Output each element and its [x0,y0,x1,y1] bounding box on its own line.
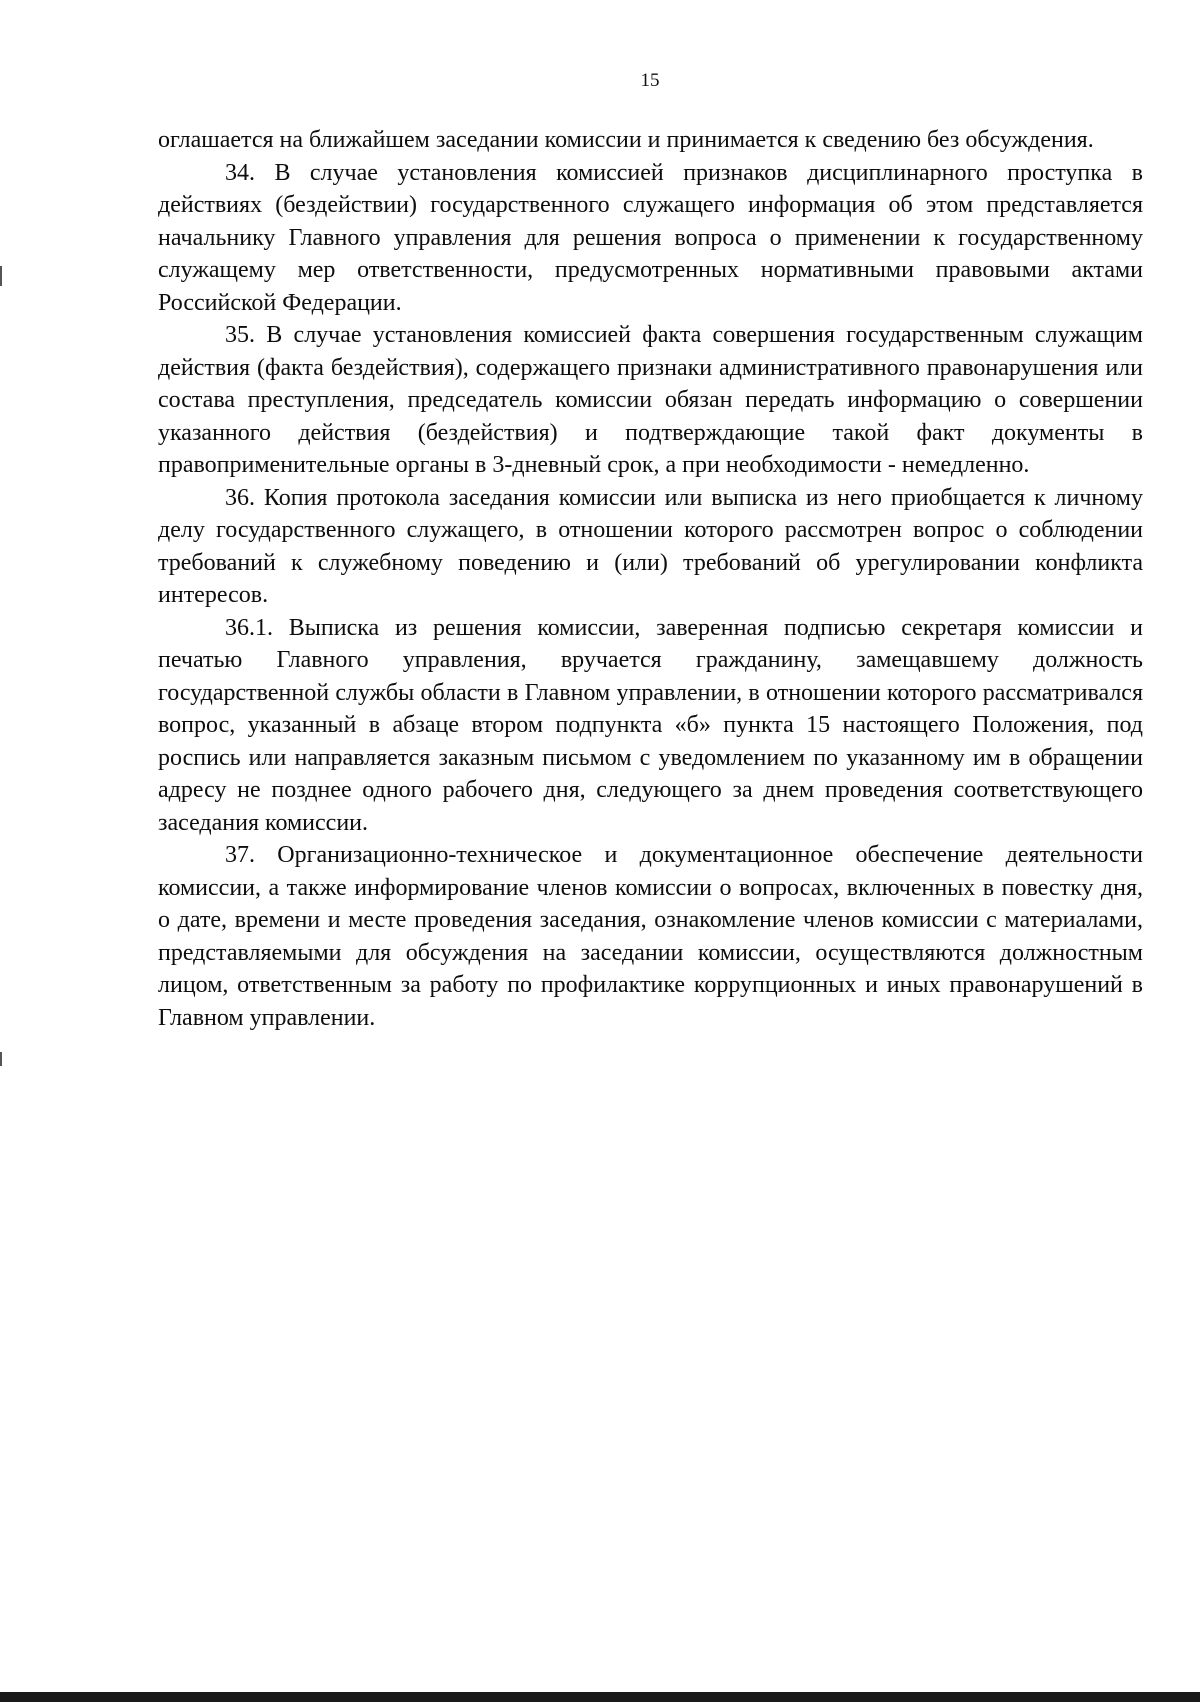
paragraph-37: 37. Организационно-техническое и документационное обеспечение деятельности комиссии, а также информирование членов комиссии о вопросах, включенных в повестку дня, о дате, времени и месте проведения заседания, ознакомление членов комиссии с материалами, представляемыми для обсуждения на заседании комиссии, осуществляются должностным лицом, ответственным за работу по профилактике коррупционных и иных правонарушений в Главном управлении. [158,842,1143,1031]
paragraph-35: 35. В случае установления комиссией факта совершения государственным служащим действия (факта бездействия), содержащего признаки административного правонарушения или состава преступления, председатель комиссии обязан передать информацию о совершении указанного действия (бездействия) и подтверждающие такой факт документы в правоприменительные органы в 3-дневный срок, а при необходимости - немедленно. [158,322,1143,478]
scan-bottom-edge [0,1692,1200,1702]
page-number: 15 [640,70,660,91]
scan-edge-mark [0,1052,2,1066]
paragraph-34: 34. В случае установления комиссией признаков дисциплинарного проступка в действиях (бездействии) государственного служащего информация об этом представляется начальнику Главного управления для решения вопроса о применении к государственному служащему мер ответственности, предусмотренных нормативными правовыми актами Российской Федерации. [158,159,1143,316]
scan-edge-mark [0,266,2,286]
document-body [158,124,1143,1034]
paragraph-continuation: оглашается на ближайшем заседании комиссии и принимается к сведению без обсуждения. [158,127,1094,153]
paragraph-36-1: 36.1. Выписка из решения комиссии, заверенная подписью секретаря комиссии и печатью Главного управления, вручается гражданину, замещавшему должность государственной службы области в Главном управлении, в отношении которого рассматривался вопрос, указанный в абзаце втором подпункта «б» пункта 15 настоящего Положения, под роспись или направляется заказным письмом с уведомлением по указанному им в обращении адресу не позднее одного рабочего дня, следующего за днем проведения соответствующего заседания комиссии. [158,614,1143,836]
paragraph-36: 36. Копия протокола заседания комиссии или выписка из него приобщается к личному делу государственного служащего, в отношении которого рассмотрен вопрос о соблюдении требований к служебному поведению и (или) требований об урегулировании конфликта интересов. [158,484,1143,608]
